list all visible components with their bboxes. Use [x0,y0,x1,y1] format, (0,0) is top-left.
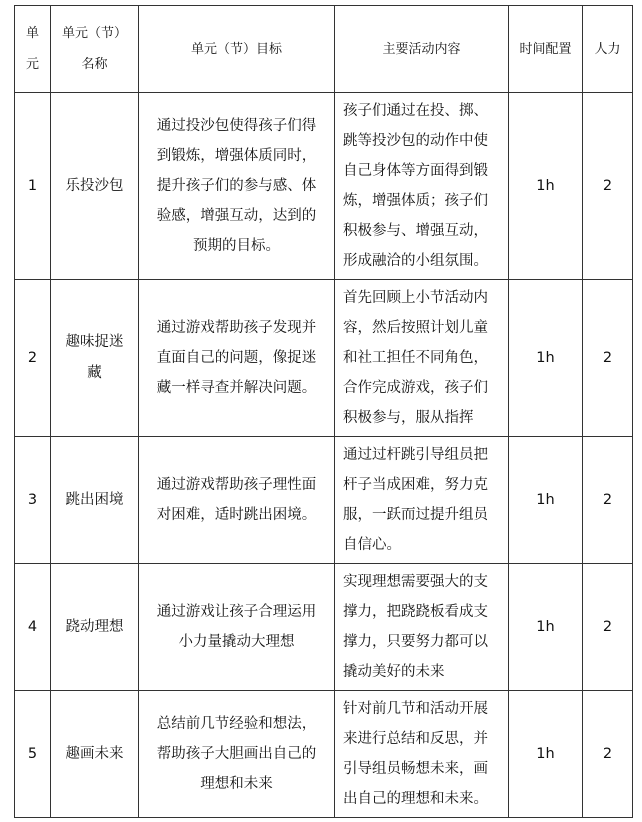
unit-activity [335,280,509,437]
unit-goal [139,93,335,280]
unit-goal-line: 提升孩子们的参与感、体 [156,178,317,194]
unit-goal-line: 藏一样寻查并解决问题。 [156,380,317,396]
unit-goal-line: 小力量撬动大理想 [178,634,295,650]
unit-goal-line: 到锻炼，增强体质同时， [156,148,317,164]
unit-name-line: 乐投沙包 [65,177,124,194]
unit-activity-line: 和社工担任不同角色， [343,350,488,366]
unit-activity-line: 首先回顾上小节活动内 [343,290,488,306]
unit-name [51,437,139,564]
unit-goal-line: 通过游戏让孩子合理运用 [156,604,317,620]
table-row [15,437,633,564]
unit-activity-line: 合作完成游戏，孩子们 [343,380,488,396]
unit-activity-line: 容，然后按照计划儿童 [343,320,488,336]
unit-activity-line: 跳等投沙包的动作中使 [343,133,488,149]
unit-goal [139,280,335,437]
unit-time: 1h [509,93,583,280]
unit-activity-line: 撬动美好的未来 [343,664,445,680]
header-row [15,6,633,93]
unit-time: 1h [509,564,583,691]
unit-activity-line: 炼，增强体质；孩子们 [343,193,488,209]
table-body [15,93,633,818]
unit-activity-line: 来进行总结和反思，并 [343,731,488,747]
unit-goal-line: 验感，增强互动，达到的 [156,208,317,224]
table-row [15,691,633,818]
unit-goal-line: 通过游戏帮助孩子理性面 [156,477,317,493]
unit-number: 3 [15,437,51,564]
unit-time: 1h [509,280,583,437]
header-unit-name: 单元（节） 名称 [51,6,139,93]
unit-activity [335,437,509,564]
unit-name-line: 跳出困境 [65,491,124,508]
unit-number: 2 [15,280,51,437]
unit-name [51,564,139,691]
unit-number: 4 [15,564,51,691]
unit-name-line: 趣味捉迷 [65,334,124,350]
unit-goal [139,564,335,691]
table-row [15,280,633,437]
header-time: 时间配置 [509,6,583,93]
unit-activity-line: 服，一跃而过提升组员 [343,507,488,523]
unit-goal-line: 理想和未来 [200,776,273,792]
unit-activity-line: 自己身体等方面得到锻 [343,163,488,179]
unit-activity [335,93,509,280]
unit-number: 1 [15,93,51,280]
unit-activity-line: 撑力，只要努力都可以 [343,634,488,650]
unit-goal-line: 帮助孩子大胆画出自己的 [156,746,317,762]
unit-activity-line: 出自己的理想和未来。 [343,791,488,807]
unit-name-line: 藏 [87,365,102,381]
unit-activity-line: 通过过杆跳引导组员把 [343,447,488,463]
unit-name-line: 趣画未来 [65,745,124,762]
unit-name-line: 跷动理想 [65,618,124,635]
unit-goal-line: 通过投沙包使得孩子们得 [156,118,317,134]
unit-time: 1h [509,437,583,564]
unit-goal-line: 对困难，适时跳出困境。 [156,507,317,523]
unit-people: 2 [583,437,633,564]
unit-activity-line: 形成融洽的小组氛围。 [343,253,488,269]
unit-time: 1h [509,691,583,818]
unit-activity-line: 积极参与、增强互动， [343,223,488,239]
unit-people: 2 [583,280,633,437]
unit-activity-line: 杆子当成困难，努力克 [343,477,488,493]
unit-activity-line: 针对前几节和活动开展 [343,701,488,717]
unit-activity-line: 撑力，把跷跷板看成支 [343,604,488,620]
unit-number: 5 [15,691,51,818]
unit-name [51,280,139,437]
unit-activity-line: 实现理想需要强大的支 [343,574,488,590]
unit-activity-line: 引导组员畅想未来，画 [343,761,488,777]
activity-plan-table [14,5,633,818]
unit-activity-line: 积极参与，服从指挥 [343,410,474,426]
unit-people: 2 [583,93,633,280]
table-row [15,564,633,691]
unit-activity-line: 自信心。 [343,537,401,553]
unit-goal-line: 直面自己的问题，像捉迷 [156,350,317,366]
unit-goal [139,437,335,564]
unit-name [51,691,139,818]
header-goal: 单元（节）目标 [139,6,335,93]
unit-name [51,93,139,280]
header-people: 人力 [583,6,633,93]
unit-goal-line: 预期的目标。 [193,238,280,254]
unit-goal [139,691,335,818]
unit-goal-line: 总结前几节经验和想法， [156,716,317,732]
unit-activity [335,564,509,691]
unit-activity-line: 孩子们通过在投、掷、 [343,103,488,119]
table-row [15,93,633,280]
unit-activity [335,691,509,818]
unit-goal-line: 通过游戏帮助孩子发现并 [156,320,317,336]
unit-people: 2 [583,691,633,818]
unit-people: 2 [583,564,633,691]
header-activity: 主要活动内容 [335,6,509,93]
header-unit: 单 元 [15,6,51,93]
